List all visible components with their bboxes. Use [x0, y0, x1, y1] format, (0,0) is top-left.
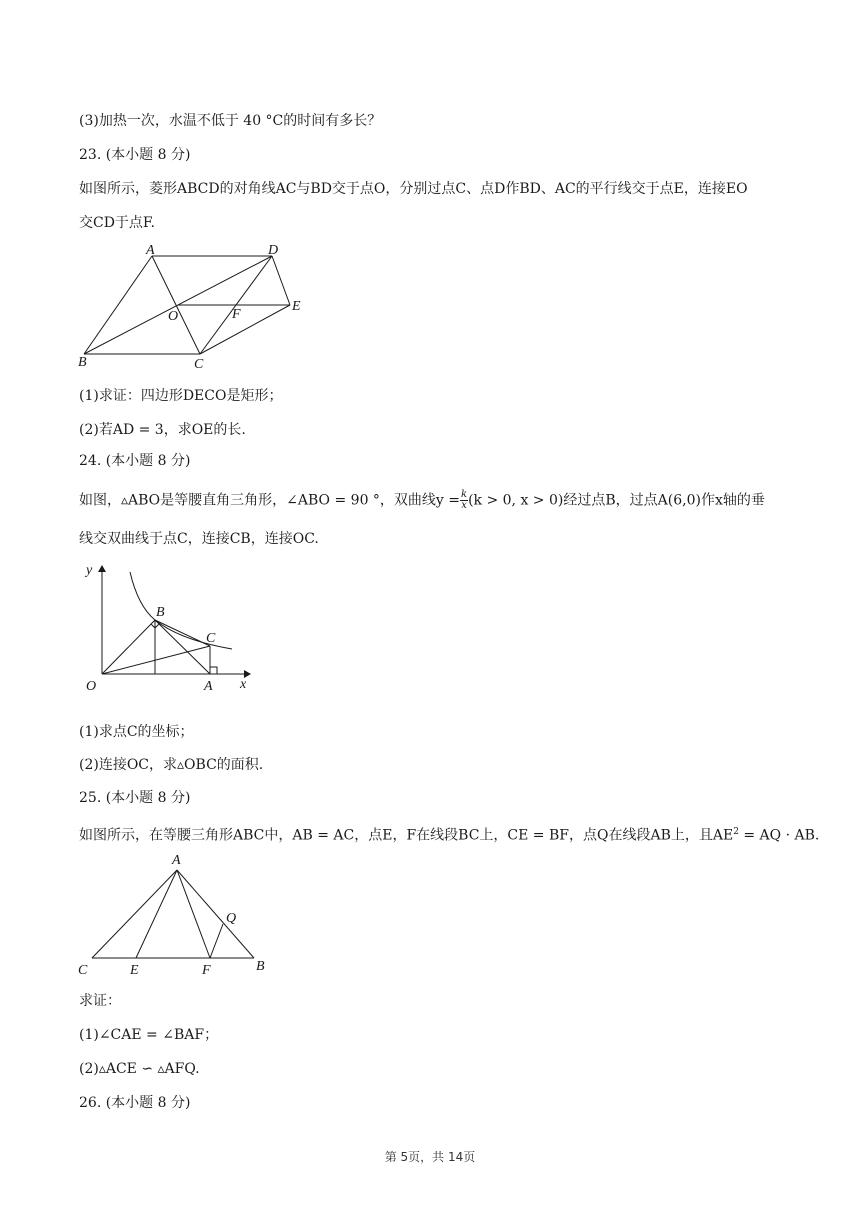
q26-header: 26. (本小题 8 分) [79, 1095, 191, 1111]
label-C: C [206, 631, 216, 646]
frac-denominator: x [461, 500, 467, 511]
label-A: A [204, 679, 213, 694]
label-B: B [78, 355, 87, 370]
q24-stem-line1 [79, 490, 765, 511]
label-x: x [240, 677, 247, 692]
label-F: F [232, 307, 241, 322]
q24-stem-line2: 线交双曲线于点C，连接CB，连接OC. [79, 531, 319, 547]
q25-sub1: (1)∠CAE = ∠BAF； [79, 1027, 219, 1043]
label-F: F [202, 963, 211, 978]
hyperbola-figure [80, 556, 260, 698]
label-E: E [130, 963, 139, 978]
label-A: A [146, 243, 155, 258]
label-B: B [156, 605, 165, 620]
label-D: D [268, 243, 279, 258]
q25-stem-part-a: 如图所示，在等腰三角形ABC中，AB = AC，点E，F在线段BC上，CE = BF，点Q在线段AB上，且AE [79, 827, 734, 844]
page-footer: 第 5页，共 14页 [384, 1150, 476, 1164]
k-over-x-fraction [460, 490, 468, 511]
frac-numerator: k [461, 489, 468, 500]
label-A: A [172, 853, 181, 868]
label-origin: O [86, 679, 97, 694]
label-B: B [256, 959, 265, 974]
q25-stem-part-b: = AQ · AB. [738, 827, 820, 844]
q23-stem-line1: 如图所示，菱形ABCD的对角线AC与BD交于点O，分别过点C、点D作BD、AC的平行线交于点E，连接EO [79, 181, 748, 197]
q24-stem-part-b: (k > 0, x > 0)经过点B，过点A(6,0)作x轴的垂 [468, 492, 765, 509]
q23-stem-line2: 交CD于点F. [79, 215, 155, 231]
q25-header: 25. (本小题 8 分) [79, 790, 191, 806]
q23-header: 23. (本小题 8 分) [79, 147, 191, 163]
q24-header: 24. (本小题 8 分) [79, 453, 191, 469]
q22-sub3: (3)加热一次，水温不低于 40 °C的时间有多长？ [79, 113, 382, 129]
q24-stem-part-a: 如图，▵ABO是等腰直角三角形，∠ABO = 90 °，双曲线y = [79, 492, 461, 509]
q24-sub2: (2)连接OC，求▵OBC的面积. [79, 757, 264, 773]
label-O: O [168, 309, 179, 324]
rhombus-figure [76, 240, 312, 370]
label-C: C [194, 357, 204, 370]
q25-sub2: (2)▵ACE ∽ ▵AFQ. [79, 1061, 200, 1077]
label-C: C [78, 963, 88, 978]
q23-sub2: (2)若AD = 3，求OE的长. [79, 422, 246, 438]
q24-sub1: (1)求点C的坐标； [79, 724, 194, 740]
q25-prove: 求证： [79, 993, 121, 1009]
label-y: y [86, 563, 93, 578]
q23-sub1: (1)求证：四边形DECO是矩形； [79, 388, 283, 404]
label-E: E [292, 299, 301, 314]
isosceles-triangle-figure [76, 850, 272, 978]
q25-stem [79, 823, 819, 845]
label-Q: Q [226, 911, 237, 926]
q25-superscript: 2 [733, 827, 739, 837]
